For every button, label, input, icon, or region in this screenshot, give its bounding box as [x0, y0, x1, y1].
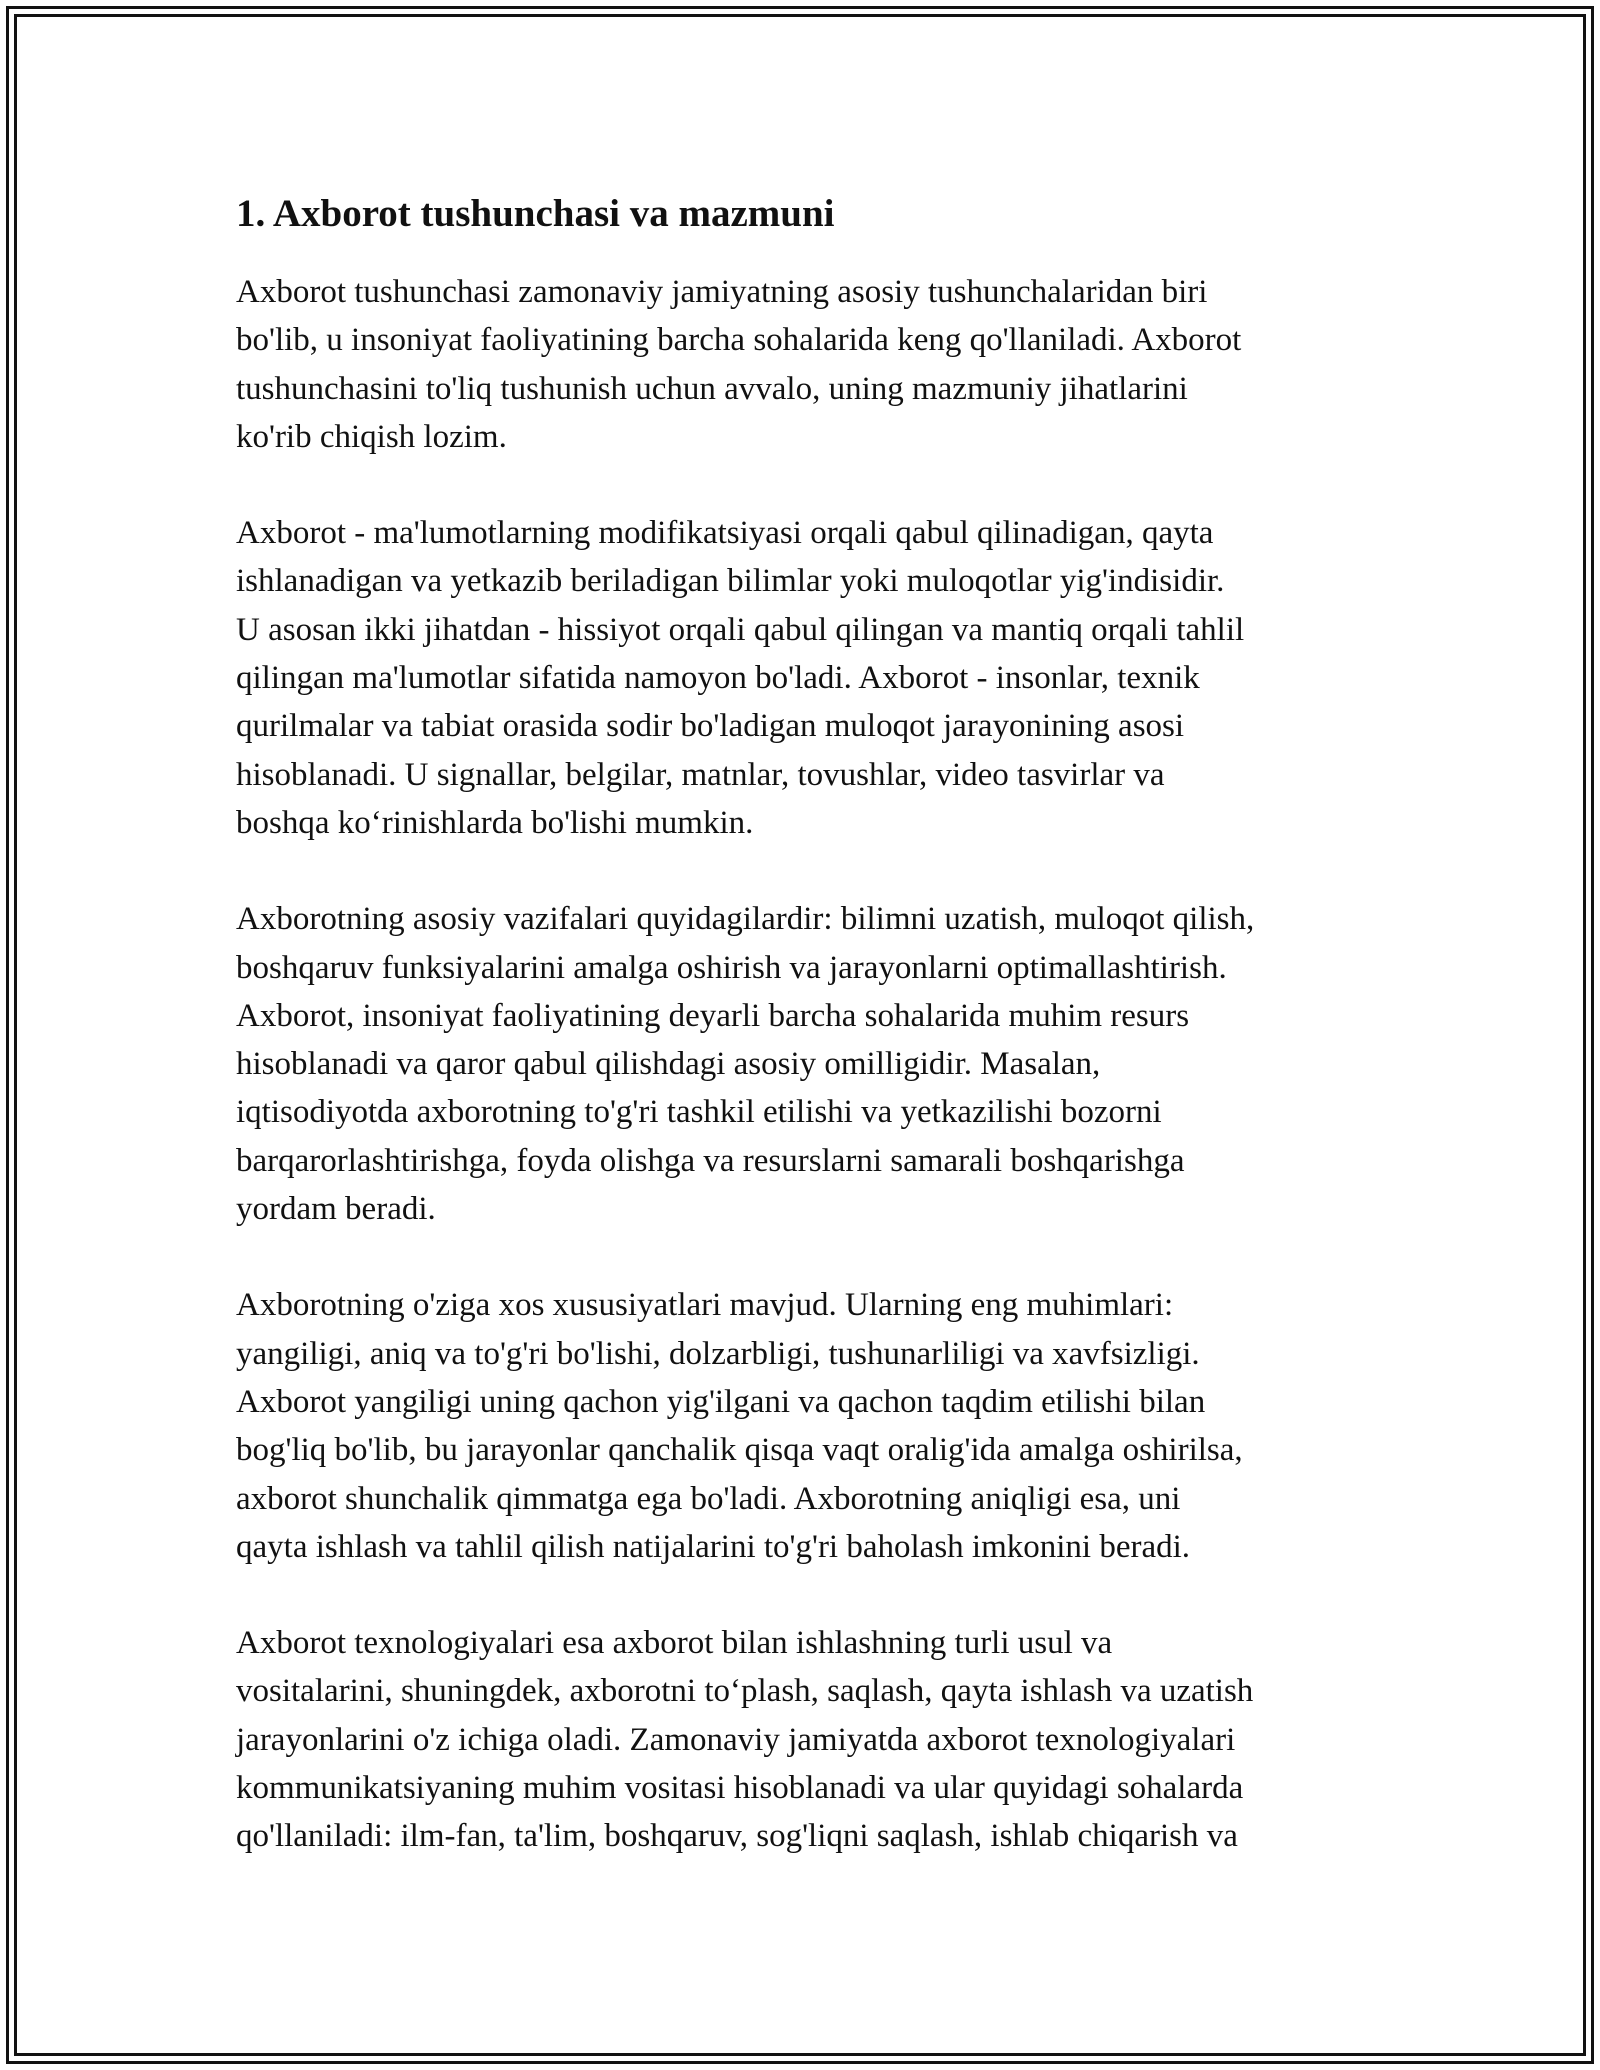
paragraph-3: Axborotning asosiy vazifalari quyidagilardir: bilimni uzatish, muloqot qilish, boshqaruv funksiyalarini amalga oshirish va jarayonlarni optimallashtirish. Axborot, insoniyat faoliyatining deyarli barcha sohalarida muhim resurs hisoblanadi va qaror qabul qilishdagi asosiy omilligidir. Masalan, iqtisodiyotda axborotning to'g'ri tashkil etilishi va yetkazilishi bozorni barqarorlashtirishga, foyda olishga va resurslarni samarali boshqarishga yordam beradi. — [236, 901, 1255, 1228]
paragraph-2: Axborot - ma'lumotlarning modifikatsiyasi orqali qabul qilinadigan, qayta ishlanadigan va yetkazib beriladigan bilimlar yoki muloqotlar yig'indisidir. U asosan ikki jihatdan - hissiyot orqali qabul qilingan va mantiq orqali tahlil qilingan ma'lumotlar sifatida namoyon bo'ladi. Axborot - insonlar, texnik qurilmalar va tabiat orasida sodir bo'ladigan muloqot jarayonining asosi hisoblanadi. U signallar, belgilar, matnlar, tovushlar, video tasvirlar va boshqa ko‘rinishlarda bo'lishi mumkin. — [236, 515, 1245, 841]
paragraph-5: Axborot texnologiyalari esa axborot bilan ishlashning turli usul va vositalarini, shuningdek, axborotni to‘plash, saqlash, qayta ishlash va uzatish jarayonlarini o'z ichiga oladi. Zamonaviy jamiyatda axborot texnologiyalari kommunikatsiyaning muhim vositasi hisoblanadi va ular quyidagi sohalarda qo'llaniladi: ilm-fan, ta'lim, boshqaruv, sog'liqni saqlash, ishlab chiqarish va — [236, 1625, 1254, 1855]
paragraph-4: Axborotning o'ziga xos xususiyatlari mavjud. Ularning eng muhimlari: yangiligi, aniq va to'g'ri bo'lishi, dolzarbligi, tushunarliligi va xavfsizligi. Axborot yangiligi uning qachon yig'ilgani va qachon taqdim etilishi bilan bog'liq bo'lib, bu jarayonlar qanchalik qisqa vaqt oralig'ida amalga oshirilsa, axborot shunchalik qimmatga ega bo'ladi. Axborotning aniqligi esa, uni qayta ishlash va tahlil qilish natijalarini to'g'ri baholash imkonini beradi. — [236, 1287, 1243, 1565]
paragraph-1: Axborot tushunchasi zamonaviy jamiyatning asosiy tushunchalaridan biri bo'lib, u insoniyat faoliyatining barcha sohalarida keng qo'llaniladi. Axborot tushunchasini to'liq tushunish uchun avvalo, uning mazmuniy jihatlarini ko'rib chiqish lozim. — [236, 274, 1242, 455]
section-heading: 1. Axborot tushunchasi va mazmuni — [236, 192, 835, 235]
document-body — [236, 186, 1406, 1909]
